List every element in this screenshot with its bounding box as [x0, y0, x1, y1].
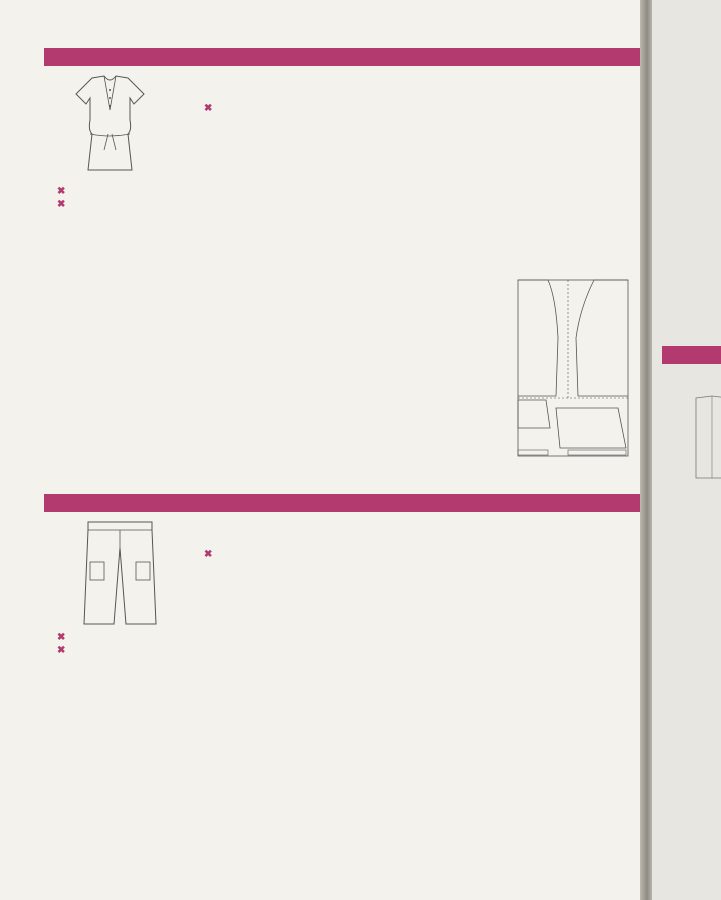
cross-icon: ✖: [57, 186, 66, 197]
material-paragraph: [57, 632, 195, 645]
sidebar-title-wrap: [6, 40, 46, 230]
sidebar: [6, 10, 42, 880]
section-3-column-1: [57, 186, 195, 211]
section-4-column-1: [57, 632, 195, 657]
cross-icon: ✖: [57, 632, 66, 643]
cross-icon: ✖: [204, 549, 213, 561]
corte-heading: [57, 645, 195, 658]
blouse-illustration: [70, 70, 150, 175]
section-3-column-2: [204, 78, 342, 116]
cutting-plan: [508, 248, 636, 468]
material-paragraph: [57, 186, 195, 199]
section-4-column-2: [204, 524, 342, 562]
cutting-plan-diagram: [508, 278, 636, 468]
cross-icon: ✖: [204, 103, 213, 115]
corte-heading: [57, 199, 195, 212]
cross-icon: ✖: [57, 198, 66, 210]
next-page-illustration: [692, 392, 721, 482]
trousers-illustration: [80, 518, 160, 628]
section-4-banner: [44, 494, 644, 512]
next-page-banner: [662, 346, 721, 364]
next-page-fragment: [652, 0, 721, 900]
section-3-banner: [44, 48, 644, 66]
cross-icon: ✖: [57, 644, 66, 656]
